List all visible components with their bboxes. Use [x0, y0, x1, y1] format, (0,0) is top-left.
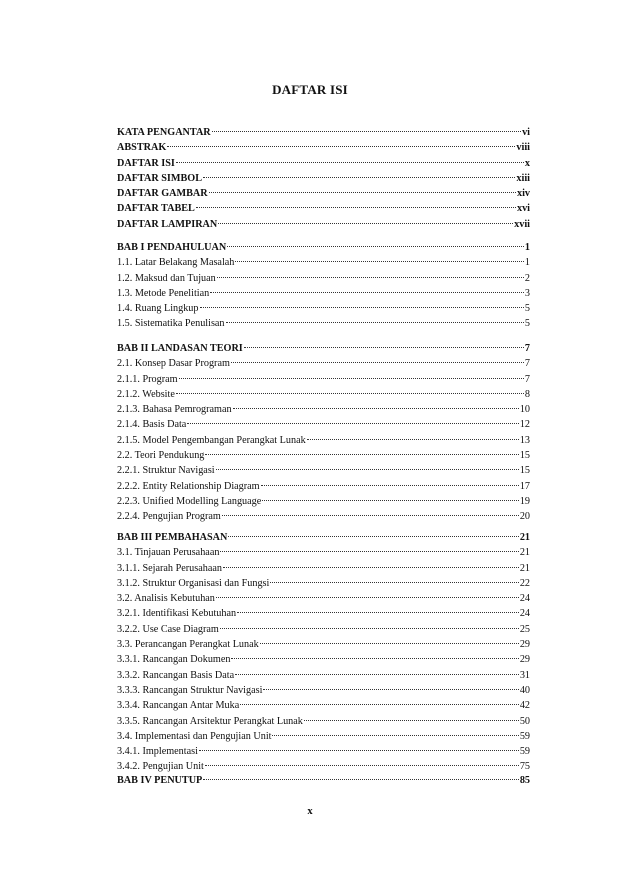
dot-leader [262, 500, 519, 501]
dot-leader [209, 192, 516, 193]
toc-entry-page: 25 [519, 623, 530, 635]
toc-entry[interactable] [117, 637, 530, 652]
toc-entry[interactable] [117, 606, 530, 621]
toc-entry[interactable] [117, 463, 530, 478]
chapter-2-section [117, 341, 530, 525]
chapter-1-section [117, 240, 530, 332]
toc-entry-label: 1.4. Ruang Lingkup [117, 303, 199, 315]
toc-entry-label: 3.3.1. Rancangan Dokumen [117, 654, 231, 666]
dot-leader [196, 207, 516, 208]
dot-leader [203, 177, 515, 178]
toc-entry-label: 3.2. Analisis Kebutuhan [117, 593, 215, 605]
chapter-heading[interactable] [117, 341, 530, 356]
toc-entry-label: 3.2.2. Use Case Diagram [117, 623, 219, 635]
dot-leader [179, 378, 524, 379]
dot-leader [218, 223, 513, 224]
dot-leader [223, 567, 519, 568]
toc-entry[interactable] [117, 171, 530, 186]
chapter-heading[interactable] [117, 773, 530, 788]
toc-entry-label: 3.3.2. Rancangan Basis Data [117, 669, 235, 681]
toc-entry-page: 29 [519, 654, 530, 666]
toc-entry-page: 1 [524, 257, 530, 269]
toc-entry[interactable] [117, 301, 530, 316]
dot-leader [216, 469, 519, 470]
dot-leader [222, 515, 519, 516]
toc-entry[interactable] [117, 402, 530, 417]
toc-entry-label: 3.3.4. Rancangan Antar Muka [117, 700, 240, 712]
toc-entry-page: 40 [519, 684, 530, 696]
toc-entry[interactable] [117, 448, 530, 463]
toc-entry[interactable] [117, 652, 530, 667]
toc-entry-label: 2.1. Konsep Dasar Program [117, 358, 230, 370]
chapter-label: BAB III PEMBAHASAN [117, 532, 228, 543]
toc-entry-label: 2.2.1. Struktur Navigasi [117, 465, 215, 477]
toc-entry-page: xiv [516, 188, 530, 200]
toc-entry-label: DAFTAR SIMBOL [117, 172, 202, 184]
dot-leader [228, 536, 518, 537]
toc-entry-label: 2.2.3. Unified Modelling Language [117, 495, 262, 507]
toc-entry-page: viii [516, 142, 530, 154]
dot-leader [205, 765, 519, 766]
toc-entry[interactable] [117, 509, 530, 524]
dot-leader [199, 750, 519, 751]
page-number: x [307, 806, 313, 817]
dot-leader [217, 277, 524, 278]
toc-entry-page: 15 [519, 450, 530, 462]
toc-entry-page: 2 [524, 272, 530, 284]
toc-entry-label: 2.1.4. Basis Data [117, 419, 187, 431]
toc-entry-page: 31 [519, 669, 530, 681]
toc-entry[interactable] [117, 271, 530, 286]
toc-entry-page: 59 [519, 746, 530, 758]
dot-leader [261, 485, 519, 486]
toc-entry[interactable] [117, 140, 530, 155]
toc-entry-page: 59 [519, 730, 530, 742]
toc-entry-label: 2.2.4. Pengujian Program [117, 511, 221, 523]
toc-entry-page: 5 [524, 318, 530, 330]
toc-entry-page: 22 [519, 577, 530, 589]
chapter-label: BAB IV PENUTUP [117, 775, 203, 786]
toc-entry-label: 3.3. Perancangan Perangkat Lunak [117, 639, 259, 651]
toc-entry[interactable] [117, 698, 530, 713]
toc-entry-label: ABSTRAK [117, 142, 167, 154]
dot-leader [233, 408, 519, 409]
chapter-page: 1 [524, 242, 530, 253]
toc-entry[interactable] [117, 622, 530, 637]
toc-entry-label: 2.1.5. Model Pengembangan Perangkat Lunak [117, 434, 306, 446]
toc-entry-label: 3.1. Tinjauan Perusahaan [117, 547, 220, 559]
dot-leader [167, 146, 515, 147]
page-title: DAFTAR ISI [272, 82, 348, 97]
toc-entry-page: 15 [519, 465, 530, 477]
toc-entry[interactable] [117, 744, 530, 759]
dot-leader [220, 628, 519, 629]
toc-entry[interactable] [117, 255, 530, 270]
dot-leader [307, 439, 519, 440]
dot-leader [235, 674, 519, 675]
dot-leader [270, 582, 518, 583]
toc-entry-label: 1.3. Metode Penelitian [117, 287, 210, 299]
chapter-label: BAB II LANDASAN TEORI [117, 343, 243, 354]
toc-entry-label: 3.3.5. Rancangan Arsitektur Perangkat Lunak [117, 715, 303, 727]
dot-leader [205, 454, 518, 455]
chapter-label: BAB I PENDAHULUAN [117, 242, 227, 253]
toc-entry[interactable] [117, 479, 530, 494]
toc-entry-label: KATA PENGANTAR [117, 127, 211, 138]
toc-entry-label: 1.2. Maksud dan Tujuan [117, 272, 216, 284]
toc-entry-page: xvi [516, 203, 530, 215]
toc-entry-page: 13 [519, 434, 530, 446]
toc-entry[interactable] [117, 494, 530, 509]
toc-entry-page: 24 [519, 608, 530, 620]
toc-entry-page: 29 [519, 639, 530, 651]
toc-entry-page: 5 [524, 303, 530, 315]
chapter-heading[interactable] [117, 530, 530, 545]
toc-entry-label: DAFTAR GAMBAR [117, 188, 208, 200]
toc-entry-label: 3.4.1. Implementasi [117, 746, 198, 758]
dot-leader [304, 720, 519, 721]
toc-entry-label: 3.4.2. Pengujian Unit [117, 761, 204, 773]
chapter-page: 7 [524, 343, 530, 354]
toc-entry-page: 50 [519, 715, 530, 727]
toc-entry-label: 1.1. Latar Belakang Masalah [117, 257, 235, 269]
toc-entry-page: vi [522, 127, 530, 138]
toc-entry-page: 42 [519, 700, 530, 712]
dot-leader [200, 307, 524, 308]
toc-entry[interactable] [117, 125, 530, 140]
toc-entry-page: 19 [519, 495, 530, 507]
chapter-4-section [117, 773, 530, 788]
dot-leader [272, 735, 518, 736]
toc-entry-page: 20 [519, 511, 530, 523]
toc-entry-label: DAFTAR TABEL [117, 203, 195, 215]
toc-entry-page: 12 [519, 419, 530, 431]
toc-entry-label: 2.2. Teori Pendukung [117, 450, 205, 462]
toc-entry-label: 3.3.3. Rancangan Struktur Navigasi [117, 684, 263, 696]
toc-entry-label: 2.1.1. Program [117, 373, 178, 385]
toc-entry-page: xvii [514, 218, 530, 230]
dot-leader [176, 393, 524, 394]
toc-entry[interactable] [117, 186, 530, 201]
toc-entry-label: DAFTAR ISI [117, 157, 175, 169]
toc-entry-label: 3.1.1. Sejarah Perusahaan [117, 562, 222, 574]
toc-entry[interactable] [117, 433, 530, 448]
toc-entry[interactable] [117, 217, 530, 232]
toc-entry-label: 3.4. Implementasi dan Pengujian Unit [117, 730, 272, 742]
toc-entry[interactable] [117, 545, 530, 560]
toc-entry-page: xiii [516, 172, 530, 184]
front-matter-list [117, 125, 530, 232]
dot-leader [263, 689, 518, 690]
toc-entry[interactable] [117, 316, 530, 331]
toc-entry[interactable] [117, 372, 530, 387]
toc-entry-page: 17 [519, 480, 530, 492]
toc-entry-page: 3 [524, 287, 530, 299]
dot-leader [260, 643, 519, 644]
toc-entry-label: 3.1.2. Struktur Organisasi dan Fungsi [117, 577, 270, 589]
toc-entry[interactable] [117, 417, 530, 432]
dot-leader [226, 322, 524, 323]
chapter-heading[interactable] [117, 240, 530, 255]
chapter-page: 21 [519, 532, 530, 543]
toc-entry-label: 2.1.2. Website [117, 388, 175, 400]
dot-leader [231, 658, 518, 659]
toc-entry-page: 10 [519, 404, 530, 416]
toc-entry[interactable] [117, 201, 530, 216]
toc-entry-page: 7 [524, 358, 530, 370]
toc-entry-label: 2.2.2. Entity Relationship Diagram [117, 480, 260, 492]
toc-entry[interactable] [117, 286, 530, 301]
toc-entry[interactable] [117, 387, 530, 402]
dot-leader [216, 597, 519, 598]
dot-leader [240, 704, 519, 705]
dot-leader [227, 246, 524, 247]
toc-entry-page: 7 [524, 373, 530, 385]
toc-entry-page: 75 [519, 761, 530, 773]
toc-entry[interactable] [117, 356, 530, 371]
toc-entry[interactable] [117, 714, 530, 729]
dot-leader [187, 423, 518, 424]
dot-leader [203, 779, 519, 780]
chapter-page: 85 [519, 775, 530, 786]
toc-entry[interactable] [117, 156, 530, 171]
toc-entry-label: DAFTAR LAMPIRAN [117, 218, 218, 230]
toc-entry-page: 21 [519, 562, 530, 574]
dot-leader [235, 261, 524, 262]
toc-entry[interactable] [117, 668, 530, 683]
dot-leader [231, 362, 524, 363]
chapter-3-section [117, 530, 530, 775]
toc-entry[interactable] [117, 729, 530, 744]
toc-entry-page: 24 [519, 593, 530, 605]
toc-entry-page: 21 [519, 547, 530, 559]
dot-leader [237, 612, 519, 613]
toc-entry-page: 8 [524, 388, 530, 400]
dot-leader [210, 292, 524, 293]
toc-entry[interactable] [117, 591, 530, 606]
toc-entry[interactable] [117, 576, 530, 591]
toc-entry-label: 3.2.1. Identifikasi Kebutuhan [117, 608, 237, 620]
dot-leader [244, 347, 524, 348]
dot-leader [220, 551, 518, 552]
dot-leader [176, 162, 524, 163]
toc-entry[interactable] [117, 683, 530, 698]
toc-entry-label: 2.1.3. Bahasa Pemrograman [117, 404, 232, 416]
toc-entry-page: x [524, 157, 530, 169]
toc-entry[interactable] [117, 561, 530, 576]
dot-leader [212, 131, 521, 132]
toc-entry-label: 1.5. Sistematika Penulisan [117, 318, 225, 330]
